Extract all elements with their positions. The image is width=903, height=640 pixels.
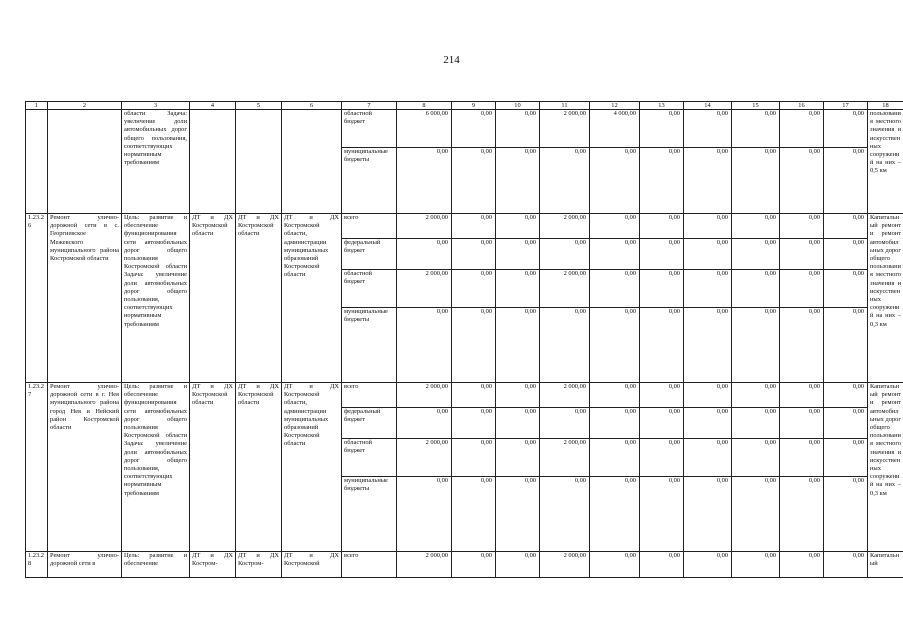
cell-amount: 0,00: [684, 552, 732, 578]
cell-amount: 0,00: [732, 308, 780, 383]
cell-executor: ДТ и ДХ Костромской области: [190, 214, 236, 383]
cell-source: муниципальные бюджеты: [342, 148, 397, 214]
cell-amount: 0,00: [452, 148, 496, 214]
column-number: 15: [732, 102, 780, 110]
cell-customer: [236, 110, 282, 214]
cell-amount: 0,00: [684, 408, 732, 439]
cell-result: Капитальный ремонт и ремонт автомобильных дорог общего пользования местного значения и искусственных сооружений на них – 0,3 км: [868, 383, 903, 552]
cell-amount: 0,00: [397, 148, 452, 214]
cell-amount: 0,00: [640, 408, 684, 439]
cell-amount: 0,00: [590, 477, 640, 552]
cell-amount: 0,00: [540, 477, 590, 552]
cell-amount: 0,00: [684, 110, 732, 148]
cell-amount: 0,00: [824, 214, 868, 239]
cell-amount: 0,00: [540, 148, 590, 214]
cell-amount: 0,00: [496, 552, 540, 578]
cell-amount: 2 000,00: [397, 439, 452, 477]
column-number: 2: [48, 102, 122, 110]
cell-amount: 0,00: [824, 308, 868, 383]
cell-amount: 0,00: [780, 408, 824, 439]
cell-amount: 0,00: [496, 214, 540, 239]
cell-participants: [282, 110, 342, 214]
cell-source: всего: [342, 214, 397, 239]
cell-amount: 0,00: [496, 110, 540, 148]
cell-amount: 0,00: [640, 110, 684, 148]
cell-amount: 0,00: [824, 110, 868, 148]
cell-source: областной бюджет: [342, 270, 397, 308]
cell-goal: области Задача: увеличение доли автомобильных дорог общего пользования, соответствующих нормативным требованиям: [122, 110, 190, 214]
cell-amount: 0,00: [452, 552, 496, 578]
table-body: [26, 102, 903, 578]
cell-source: областной бюджет: [342, 110, 397, 148]
cell-amount: 0,00: [496, 239, 540, 270]
column-number: 4: [190, 102, 236, 110]
cell-amount: 0,00: [824, 148, 868, 214]
program-table: [25, 101, 903, 578]
cell-amount: 0,00: [397, 477, 452, 552]
cell-amount: 0,00: [640, 308, 684, 383]
cell-amount: 0,00: [496, 383, 540, 408]
cell-source: муниципальные бюджеты: [342, 308, 397, 383]
cell-amount: 0,00: [684, 148, 732, 214]
cell-amount: 0,00: [684, 270, 732, 308]
cell-amount: 0,00: [780, 439, 824, 477]
column-number: 17: [824, 102, 868, 110]
cell-number: 1.23.28: [26, 552, 48, 578]
cell-amount: 0,00: [780, 477, 824, 552]
cell-result: Капитальный ремонт и ремонт автомобильных дорог общего пользования местного значения и искусственных сооружений на них – 0,3 км: [868, 214, 903, 383]
table-row: [26, 552, 903, 578]
column-number: 5: [236, 102, 282, 110]
header-row: [26, 102, 903, 110]
cell-name: Ремонт улично-дорожной сети в г. Нея муниципального района город Нея и Нейский район Костромской области: [48, 383, 122, 552]
column-number: 11: [540, 102, 590, 110]
cell-amount: 0,00: [640, 214, 684, 239]
cell-amount: 0,00: [824, 477, 868, 552]
cell-amount: 0,00: [732, 408, 780, 439]
cell-executor: [190, 110, 236, 214]
column-number: 7: [342, 102, 397, 110]
cell-amount: 0,00: [640, 270, 684, 308]
cell-amount: 0,00: [590, 552, 640, 578]
cell-source: всего: [342, 383, 397, 408]
cell-name: Ремонт улично-дорожной сети в с. Георгиевское Межевского муниципального района Костромской области: [48, 214, 122, 383]
cell-name: Ремонт улично-дорожной сети в: [48, 552, 122, 578]
cell-amount: 0,00: [732, 239, 780, 270]
column-number: 12: [590, 102, 640, 110]
cell-amount: 2 000,00: [540, 214, 590, 239]
table-row: [26, 110, 903, 148]
cell-name: [48, 110, 122, 214]
cell-amount: 0,00: [824, 408, 868, 439]
cell-amount: 0,00: [732, 383, 780, 408]
cell-amount: 0,00: [452, 214, 496, 239]
cell-amount: 0,00: [732, 270, 780, 308]
cell-amount: 0,00: [780, 552, 824, 578]
cell-amount: 0,00: [780, 148, 824, 214]
cell-amount: 0,00: [590, 270, 640, 308]
cell-amount: 0,00: [824, 383, 868, 408]
cell-amount: 0,00: [824, 239, 868, 270]
cell-amount: 0,00: [640, 552, 684, 578]
cell-amount: 0,00: [452, 383, 496, 408]
cell-amount: 0,00: [780, 214, 824, 239]
table-row: [26, 214, 903, 239]
cell-amount: 0,00: [780, 110, 824, 148]
cell-source: муниципальные бюджеты: [342, 477, 397, 552]
cell-customer: ДТ и ДХ Костромской области: [236, 214, 282, 383]
column-number: 8: [397, 102, 452, 110]
cell-amount: 0,00: [397, 408, 452, 439]
cell-amount: 0,00: [824, 270, 868, 308]
cell-number: [26, 110, 48, 214]
cell-result: пользования местного значения и искусственных сооружений на них – 0,5 км: [868, 110, 903, 214]
cell-goal: Цель: развитие и обеспечение: [122, 552, 190, 578]
column-number: 13: [640, 102, 684, 110]
cell-amount: 0,00: [496, 408, 540, 439]
cell-source: всего: [342, 552, 397, 578]
cell-amount: 0,00: [640, 439, 684, 477]
cell-amount: 0,00: [590, 383, 640, 408]
cell-amount: 0,00: [732, 439, 780, 477]
cell-customer: ДТ и ДХ Костром-: [236, 552, 282, 578]
cell-amount: 0,00: [684, 239, 732, 270]
cell-amount: 0,00: [780, 383, 824, 408]
cell-amount: 0,00: [732, 214, 780, 239]
cell-amount: 2 000,00: [540, 110, 590, 148]
table-row: [26, 383, 903, 408]
cell-amount: 0,00: [496, 270, 540, 308]
cell-amount: 0,00: [780, 270, 824, 308]
cell-participants: ДТ и ДХ Костромской: [282, 552, 342, 578]
column-number: 6: [282, 102, 342, 110]
cell-goal: Цель: развитие и обеспечение функционирования сети автомобильных дорог общего пользования Костромской области Задача: увеличение доли автомобильных дорог общего пользования, соответствующих нормативным требованиям: [122, 214, 190, 383]
cell-amount: 2 000,00: [397, 270, 452, 308]
cell-amount: 4 000,00: [590, 110, 640, 148]
cell-source: федеральный бюджет: [342, 408, 397, 439]
cell-executor: ДТ и ДХ Костромской области: [190, 383, 236, 552]
cell-amount: 0,00: [824, 552, 868, 578]
cell-source: федеральный бюджет: [342, 239, 397, 270]
cell-amount: 0,00: [684, 477, 732, 552]
cell-amount: 0,00: [732, 552, 780, 578]
cell-amount: 0,00: [590, 408, 640, 439]
cell-amount: 0,00: [590, 148, 640, 214]
cell-amount: 2 000,00: [540, 439, 590, 477]
cell-amount: 0,00: [780, 239, 824, 270]
cell-amount: 0,00: [732, 477, 780, 552]
cell-amount: 0,00: [452, 270, 496, 308]
cell-customer: ДТ и ДХ Костромской области: [236, 383, 282, 552]
cell-amount: 0,00: [397, 239, 452, 270]
cell-amount: 0,00: [780, 308, 824, 383]
cell-number: 1.23.27: [26, 383, 48, 552]
cell-number: 1.23.26: [26, 214, 48, 383]
cell-amount: 0,00: [684, 308, 732, 383]
cell-amount: 0,00: [590, 439, 640, 477]
cell-amount: 0,00: [540, 239, 590, 270]
cell-amount: 0,00: [640, 383, 684, 408]
cell-amount: 0,00: [732, 110, 780, 148]
cell-amount: 0,00: [640, 148, 684, 214]
cell-amount: 0,00: [590, 239, 640, 270]
column-number: 10: [496, 102, 540, 110]
page-number: 214: [443, 54, 460, 66]
cell-amount: 0,00: [640, 477, 684, 552]
cell-amount: 2 000,00: [397, 552, 452, 578]
cell-participants: ДТ и ДХ Костромской области, администрации муниципальных образований Костромской области: [282, 383, 342, 552]
cell-amount: 0,00: [452, 110, 496, 148]
cell-result: Капитальный: [868, 552, 903, 578]
cell-amount: 0,00: [397, 308, 452, 383]
cell-goal: Цель: развитие и обеспечение функционирования сети автомобильных дорог общего пользования Костромской области Задача: увеличение доли автомобильных дорог общего пользования, соответствующих нормативным требованиям: [122, 383, 190, 552]
cell-amount: 6 000,00: [397, 110, 452, 148]
cell-amount: 0,00: [640, 239, 684, 270]
cell-amount: 0,00: [540, 308, 590, 383]
cell-amount: 0,00: [452, 477, 496, 552]
cell-amount: 0,00: [684, 383, 732, 408]
cell-amount: 0,00: [452, 408, 496, 439]
cell-amount: 0,00: [452, 308, 496, 383]
cell-amount: 0,00: [496, 308, 540, 383]
cell-amount: 2 000,00: [397, 383, 452, 408]
column-number: 18: [868, 102, 903, 110]
cell-amount: 0,00: [496, 148, 540, 214]
cell-amount: 2 000,00: [540, 383, 590, 408]
cell-source: областной бюджет: [342, 439, 397, 477]
cell-amount: 0,00: [732, 148, 780, 214]
cell-amount: 0,00: [684, 214, 732, 239]
cell-amount: 0,00: [590, 214, 640, 239]
column-number: 14: [684, 102, 732, 110]
cell-amount: 0,00: [496, 439, 540, 477]
cell-amount: 0,00: [590, 308, 640, 383]
cell-amount: 0,00: [684, 439, 732, 477]
column-number: 16: [780, 102, 824, 110]
column-number: 9: [452, 102, 496, 110]
cell-participants: ДТ и ДХ Костромской области, администрации муниципальных образований Костромской области: [282, 214, 342, 383]
cell-amount: 0,00: [824, 439, 868, 477]
cell-amount: 2 000,00: [540, 270, 590, 308]
cell-amount: 0,00: [496, 477, 540, 552]
column-number: 1: [26, 102, 48, 110]
cell-amount: 0,00: [452, 439, 496, 477]
cell-amount: 0,00: [540, 408, 590, 439]
cell-amount: 0,00: [452, 239, 496, 270]
cell-executor: ДТ и ДХ Костром-: [190, 552, 236, 578]
cell-amount: 2 000,00: [397, 214, 452, 239]
cell-amount: 2 000,00: [540, 552, 590, 578]
column-number: 3: [122, 102, 190, 110]
